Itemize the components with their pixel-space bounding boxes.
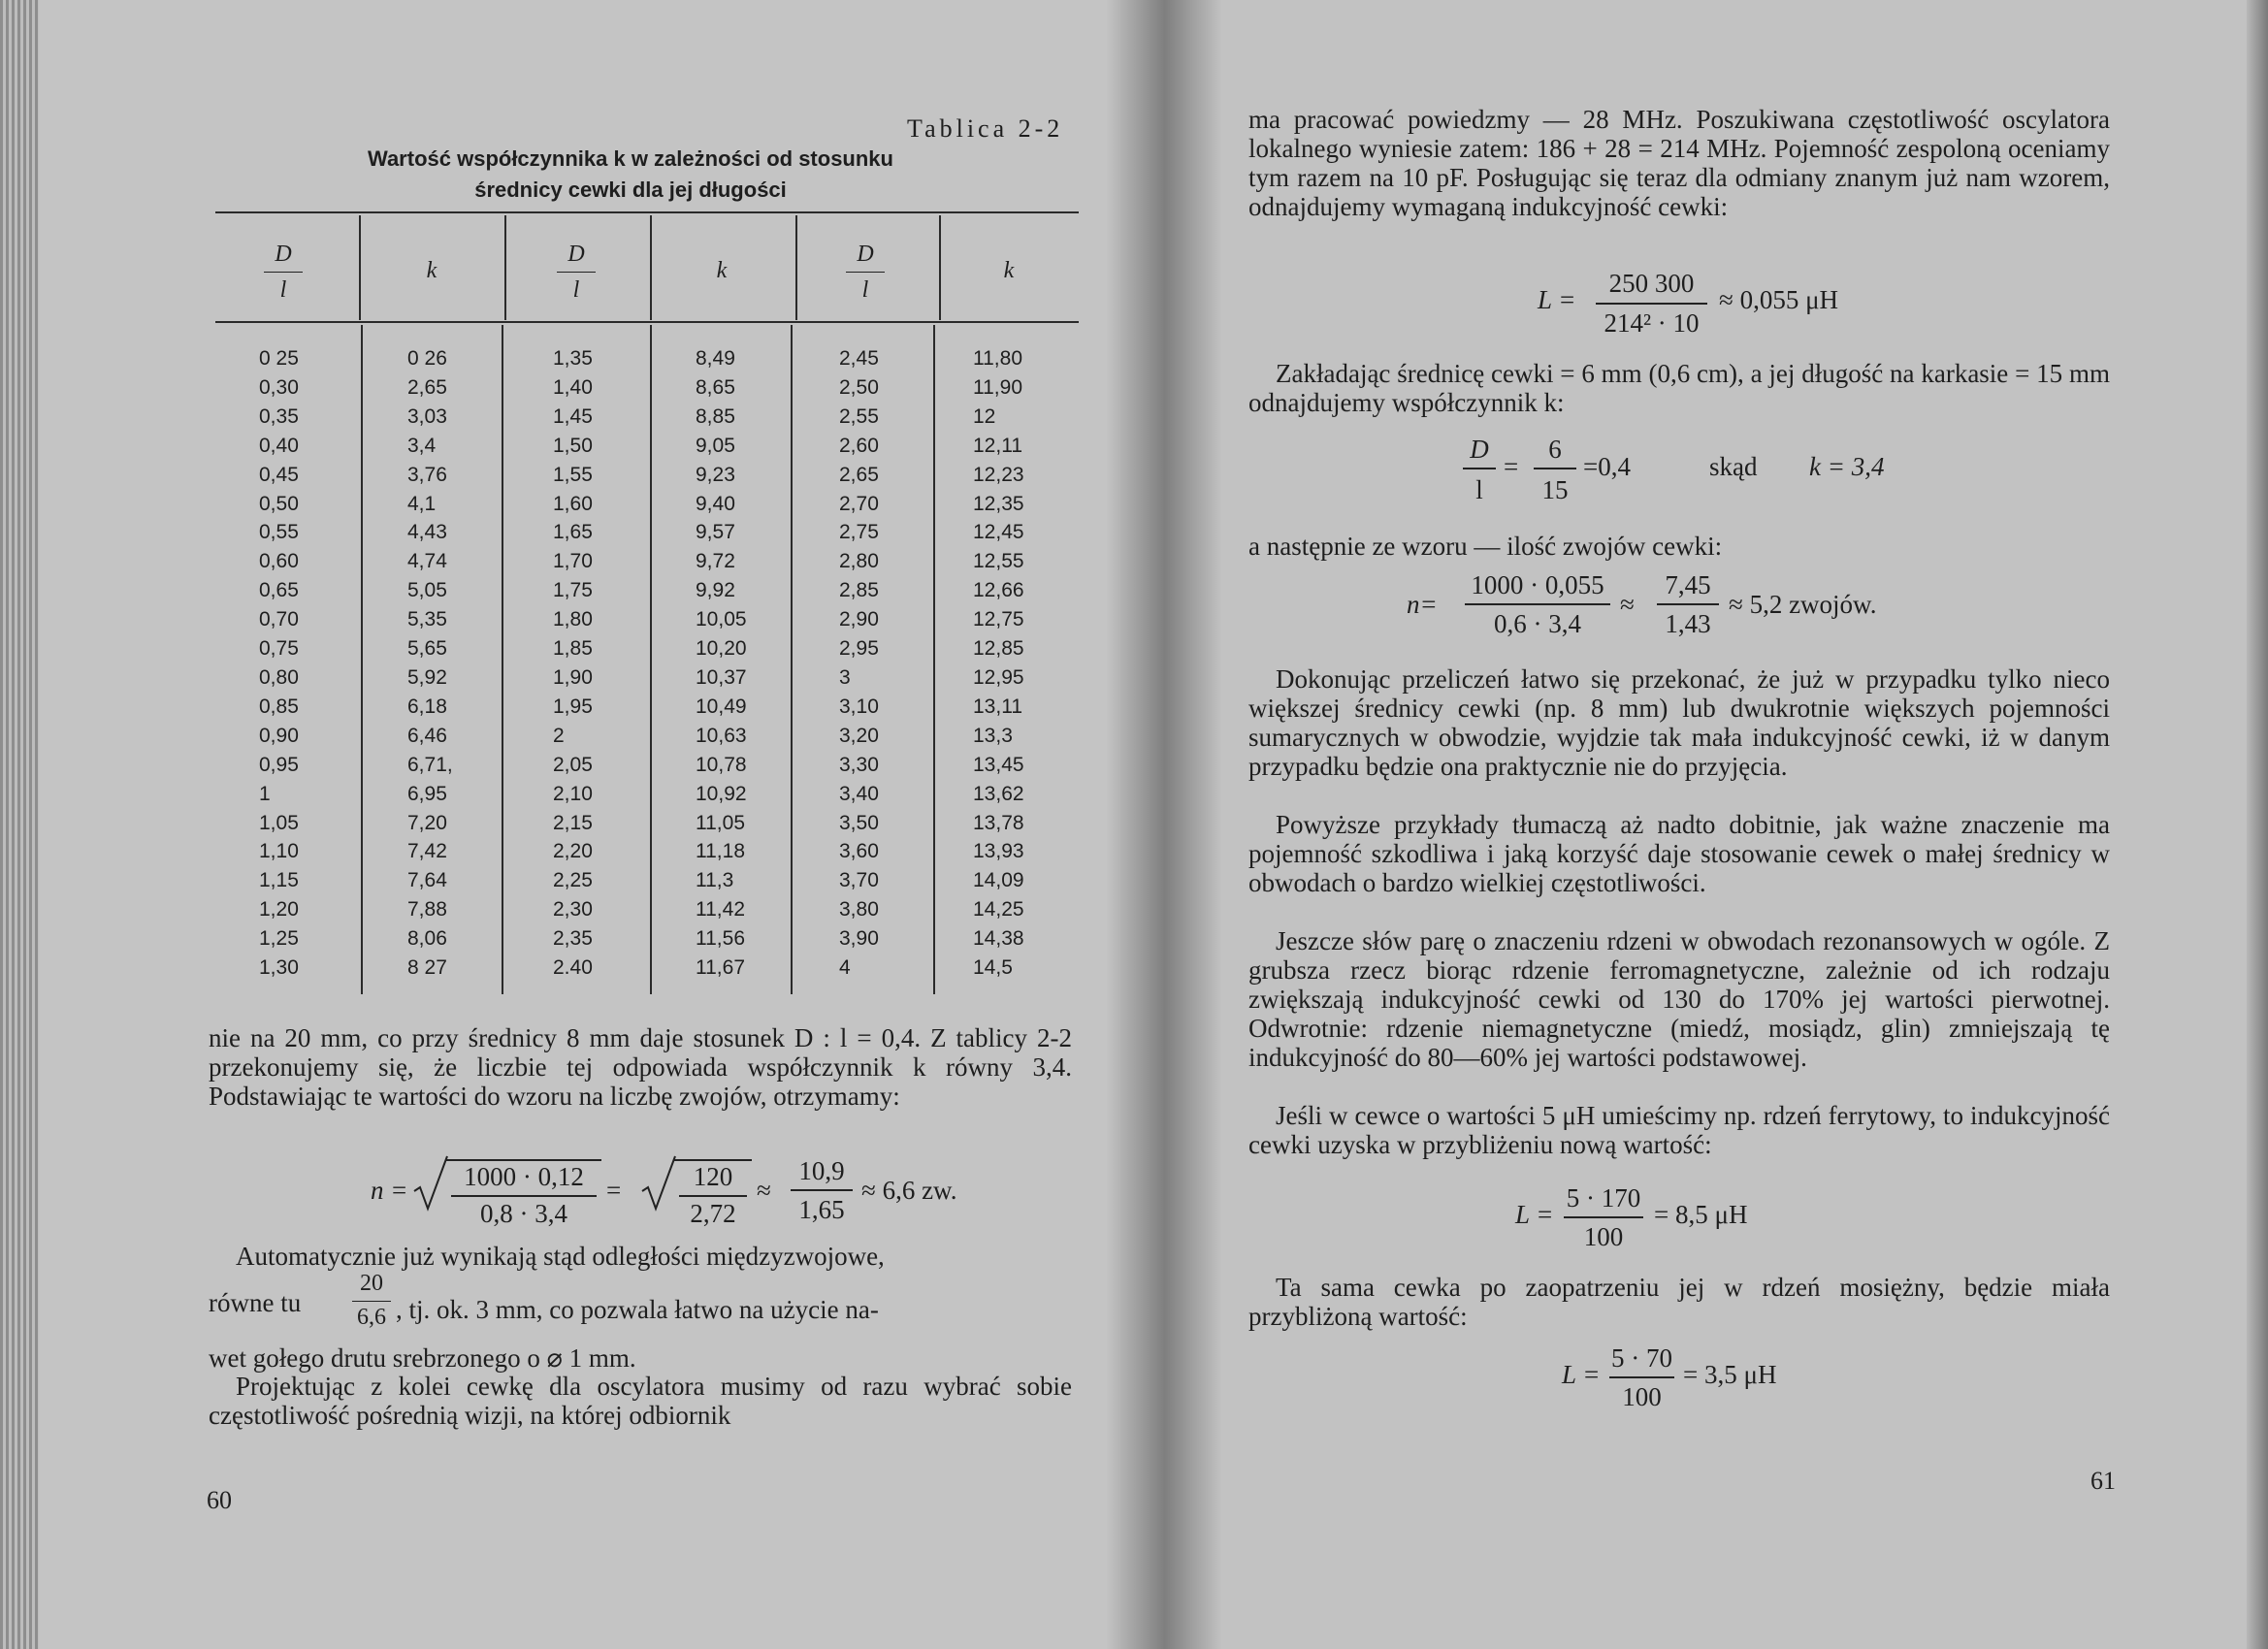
eq-result: ≈ 5,2 zwojów.: [1729, 590, 1877, 619]
eq-result: ≈ 0,055 μH: [1719, 285, 1839, 314]
table-cell: 11,67: [696, 956, 745, 980]
table-cell: 2,80: [839, 550, 879, 573]
table-cell: 0 25: [259, 347, 299, 370]
table-cell: 12,45: [973, 521, 1024, 544]
table-cell: 2,35: [553, 927, 593, 951]
table-cell: 7,42: [407, 840, 447, 863]
table-cell: 2,95: [839, 637, 879, 661]
inline-fraction-den: 6,6: [357, 1305, 386, 1330]
table-cell: 2,30: [553, 898, 593, 922]
eq-equals: =: [606, 1176, 622, 1205]
eq-equals: =: [1504, 452, 1519, 481]
table-cell: 2,55: [839, 404, 879, 428]
table-cell: 2,75: [839, 521, 879, 544]
table-cell: 2,20: [553, 840, 593, 863]
paragraph: ma pracować powiedzmy — 28 MHz. Poszukiwana częstotliwość oscylatora lokalnego wyniesie zatem: 186 + 28 = 214 MHz. Pojemność zespoloną oceniamy tym razem na 10 pF. Posługując się teraz dla odmiany znanym już nam wzorem, odnajdujemy wymaganą indukcyjność cewki:: [1248, 105, 2110, 221]
fraction-bar: [352, 1301, 391, 1302]
table-cell: 14,38: [973, 927, 1024, 951]
table-column-k-3: [973, 344, 1024, 983]
table-cell: 1,60: [553, 492, 593, 515]
eq-denominator: 0,6 · 3,4: [1494, 609, 1581, 638]
table-cell: 2,10: [553, 782, 593, 805]
table-cell: 13,45: [973, 753, 1024, 776]
table-cell: 14,25: [973, 898, 1024, 922]
table-cell: 7,88: [407, 898, 447, 922]
table-cell: 3,10: [839, 695, 879, 718]
table-cell: 0,95: [259, 753, 299, 776]
table-cell: 3,76: [407, 463, 447, 486]
ratio-numerator: D: [567, 242, 585, 267]
table-cell: 0,50: [259, 492, 299, 515]
table-cell: 12,75: [973, 608, 1024, 631]
table-cell: 1,45: [553, 404, 593, 428]
table-cell: 8,65: [696, 375, 735, 399]
table-cell: 5,05: [407, 579, 447, 602]
table-cell: 3,80: [839, 898, 879, 922]
eq-denominator: 1,43: [1665, 609, 1711, 638]
eq-numerator: D: [1470, 435, 1489, 464]
table-cell: 3,30: [839, 753, 879, 776]
eq-denominator: l: [1475, 475, 1483, 504]
table-cell: 6,46: [407, 724, 447, 747]
table-cell: 9,72: [696, 550, 735, 573]
table-cell: 5,92: [407, 665, 447, 689]
table-cell: 13,62: [973, 782, 1024, 805]
table-cell: 13,93: [973, 840, 1024, 863]
header-d-over-l: [557, 241, 596, 304]
right-page: [1164, 0, 2268, 1649]
table-cell: 5,35: [407, 608, 447, 631]
table-cell: 2,90: [839, 608, 879, 631]
page-number: 60: [207, 1486, 232, 1514]
eq-result: = 3,5 μH: [1683, 1360, 1777, 1389]
header-k: k: [426, 258, 437, 283]
paragraph: Powyższe przykłady tłumaczą aż nadto dobitnie, jak ważne znaczenie ma pojemność szkodliwa i jaką korzyść daje stosowanie cewek o małej średnicy w obwodach o bardzo wielkiej częstotliwości.: [1248, 810, 2110, 897]
fraction-bar: [1596, 303, 1707, 305]
table-cell: 11,80: [973, 347, 1022, 370]
eq-numerator: 250 300: [1608, 269, 1695, 298]
table-cell: 3,4: [407, 434, 437, 457]
eq-numerator: 6: [1548, 435, 1562, 464]
table-cell: 0,55: [259, 521, 299, 544]
table-cell: 1,05: [259, 811, 299, 834]
column-divider: [502, 325, 503, 994]
table-cell: 1,30: [259, 956, 299, 980]
column-divider: [791, 325, 793, 994]
ratio-denominator: l: [279, 277, 287, 303]
ratio-denominator: l: [861, 277, 869, 303]
eq-denominator: 100: [1622, 1382, 1662, 1411]
eq-denominator: 15: [1541, 475, 1569, 504]
radical-bar: [674, 1159, 752, 1161]
table-cell: 10,92: [696, 782, 747, 805]
table-cell: 2,45: [839, 347, 879, 370]
table-cell: 6,18: [407, 695, 447, 718]
table-cell: 6,71,: [407, 753, 453, 776]
eq-denominator: 214² · 10: [1604, 308, 1700, 338]
table-cell: 0,45: [259, 463, 299, 486]
eq-lhs: L =: [1515, 1200, 1554, 1229]
header-divider: [504, 215, 506, 320]
table-cell: 13,78: [973, 811, 1024, 834]
header-divider: [795, 215, 797, 320]
table-cell: 9,05: [696, 434, 735, 457]
table-column-ratio-1: [259, 344, 299, 983]
column-divider: [361, 325, 363, 994]
eq-numerator: 1000 · 0,055: [1471, 570, 1604, 599]
table-cell: 3,40: [839, 782, 879, 805]
fraction-bar: [1463, 468, 1496, 469]
paragraph: nie na 20 mm, co przy średnicy 8 mm daje stosunek D : l = 0,4. Z tablicy 2-2 przekonujemy się, że liczbie tej odpowiada współczynnik k równy 3,4. Podstawiając te wartości do wzoru na liczbę zwojów, otrzymamy:: [209, 1023, 1072, 1111]
fraction-bar: [1465, 603, 1610, 605]
table-cell: 0,60: [259, 550, 299, 573]
table-cell: 11,3: [696, 869, 734, 892]
table-cell: 2,15: [553, 811, 593, 834]
table-column-ratio-3: [839, 344, 879, 983]
table-cell: 1,15: [259, 869, 299, 892]
table-cell: 10,20: [696, 637, 747, 661]
table-header-rule: [215, 321, 1079, 323]
paragraph: wet gołego drutu srebrzonego o ⌀ 1 mm.: [209, 1343, 636, 1373]
table-cell: 3,20: [839, 724, 879, 747]
table-cell: 2,25: [553, 869, 593, 892]
sqrt-sign: [412, 1154, 451, 1212]
table-cell: 3,60: [839, 840, 879, 863]
header-divider: [359, 215, 361, 320]
header-d-over-l: [846, 241, 885, 304]
table-cell: 2,60: [839, 434, 879, 457]
fraction-bar: [679, 1195, 747, 1197]
table-cell: 0 26: [407, 347, 447, 370]
table-cell: 3,90: [839, 927, 879, 951]
table-cell: 8,49: [696, 347, 735, 370]
eq-lhs: n=: [1407, 590, 1438, 619]
table-cell: 2,50: [839, 375, 879, 399]
eq-numerator: 1000 · 0,12: [464, 1162, 584, 1191]
table-cell: 0,35: [259, 404, 299, 428]
paragraph: Ta sama cewka po zaopatrzeniu jej w rdzeń mosiężny, będzie miała przybliżoną wartość:: [1248, 1273, 2110, 1331]
table-cell: 9,40: [696, 492, 735, 515]
table-cell: 0,30: [259, 375, 299, 399]
table-cell: 3,03: [407, 404, 447, 428]
eq-numerator: 5 · 170: [1566, 1183, 1641, 1212]
paragraph-prefix: równe tu: [209, 1288, 302, 1317]
table-cell: 1,85: [553, 637, 593, 661]
eq-approx: ≈: [1620, 590, 1635, 619]
table-cell: 12,11: [973, 434, 1022, 457]
table-cell: 13,3: [973, 724, 1013, 747]
inline-fraction-num: 20: [360, 1271, 383, 1296]
table-cell: 2,05: [553, 753, 593, 776]
table-cell: 13,11: [973, 695, 1022, 718]
table-cell: 7,20: [407, 811, 447, 834]
table-cell: 8 27: [407, 956, 447, 980]
table-cell: 7,64: [407, 869, 447, 892]
table-top-rule: [215, 211, 1079, 213]
table-cell: 1,90: [553, 665, 593, 689]
table-cell: 1,40: [553, 375, 593, 399]
table-cell: 11,05: [696, 811, 745, 834]
table-cell: 11,90: [973, 375, 1022, 399]
eq-numerator: 7,45: [1665, 570, 1711, 599]
eq-numerator: 10,9: [798, 1156, 845, 1185]
header-divider: [650, 215, 652, 320]
page-edges: [2247, 0, 2268, 1649]
eq-result: ≈ 6,6 zw.: [861, 1176, 957, 1205]
table-cell: 2,70: [839, 492, 879, 515]
ratio-numerator: D: [275, 242, 292, 267]
paragraph: Automatycznie już wynikają stąd odległości międzyzwojowe,: [236, 1242, 885, 1271]
table-cell: 2,65: [839, 463, 879, 486]
table-cell: 11,56: [696, 927, 745, 951]
paragraph: Zakładając średnicę cewki = 6 mm (0,6 cm), a jej długość na karkasie = 15 mm odnajdujemy współczynnik k:: [1248, 359, 2110, 417]
table-cell: 12,85: [973, 637, 1024, 661]
table-cell: 1,80: [553, 608, 593, 631]
table-cell: 1: [259, 782, 271, 805]
eq-numerator: 120: [693, 1162, 733, 1191]
eq-denominator: 100: [1583, 1222, 1624, 1251]
eq-lhs: L =: [1538, 285, 1576, 314]
header-k: k: [716, 258, 728, 283]
table-cell: 4,74: [407, 550, 447, 573]
paragraph: Projektując z kolei cewkę dla oscylatora musimy od razu wybrać sobie częstotliwość pośrednią wizji, na której odbiornik: [209, 1372, 1072, 1430]
table-cell: 1,95: [553, 695, 593, 718]
eq-lhs: n =: [371, 1176, 408, 1205]
page-number: 61: [2090, 1467, 2116, 1495]
table-cell: 0,80: [259, 665, 299, 689]
table-cell: 0,65: [259, 579, 299, 602]
table-column-k-2: [696, 344, 747, 983]
table-cell: 5,65: [407, 637, 447, 661]
spine-shadow: [1106, 0, 1164, 1649]
table-cell: 1,20: [259, 898, 299, 922]
table-caption: Tablica 2-2: [907, 114, 1064, 143]
fraction-bar: [1564, 1216, 1643, 1218]
table-cell: 11,18: [696, 840, 745, 863]
column-divider: [650, 325, 652, 994]
eq-lhs: L =: [1562, 1360, 1601, 1389]
table-cell: 8,85: [696, 404, 735, 428]
eq-result: =0,4: [1583, 452, 1631, 481]
table-cell: 1,10: [259, 840, 299, 863]
table-cell: 0,40: [259, 434, 299, 457]
table-cell: 2.40: [553, 956, 593, 980]
table-title-line2: średnicy cewki dla jej długości: [474, 178, 787, 202]
table-cell: 14,5: [973, 956, 1013, 980]
table-cell: 12,35: [973, 492, 1024, 515]
paragraph: Dokonując przeliczeń łatwo się przekonać, że już w przypadku tylko nieco większej średnicy cewki (np. 8 mm) lub dwukrotnie większych pojemności sumarycznych w obwodzie, wyjdzie tak mała indukcyjność cewki, iż w danym przypadku będzie ona praktycznie nie do przyjęcia.: [1248, 664, 2110, 781]
eq-denominator: 1,65: [798, 1195, 845, 1224]
radical-bar: [446, 1159, 601, 1161]
eq-approx: ≈: [757, 1176, 771, 1205]
fraction-bar: [1609, 1376, 1674, 1378]
table-cell: 3,50: [839, 811, 879, 834]
table-cell: 2,65: [407, 375, 447, 399]
table-cell: 1,50: [553, 434, 593, 457]
table-cell: 8,06: [407, 927, 447, 951]
table-title-line1: Wartość współczynnika k w zależności od stosunku: [368, 146, 893, 171]
table-cell: 0,90: [259, 724, 299, 747]
paragraph-suffix: , tj. ok. 3 mm, co pozwala łatwo na użycie na-: [396, 1295, 879, 1324]
eq-result: = 8,5 μH: [1654, 1200, 1748, 1229]
table-cell: 9,92: [696, 579, 735, 602]
sqrt-sign: [640, 1154, 679, 1212]
table-cell: 4,1: [407, 492, 437, 515]
table-cell: 9,57: [696, 521, 735, 544]
fraction-bar: [451, 1195, 597, 1197]
table-cell: 1,70: [553, 550, 593, 573]
table-cell: 10,05: [696, 608, 747, 631]
table-cell: 12,23: [973, 463, 1024, 486]
table-cell: 10,78: [696, 753, 747, 776]
table-cell: 1,35: [553, 347, 593, 370]
table-cell: 10,63: [696, 724, 747, 747]
table-cell: 3: [839, 665, 851, 689]
table-cell: 14,09: [973, 869, 1024, 892]
column-divider: [933, 325, 935, 994]
paragraph: Jeszcze słów parę o znaczeniu rdzeni w obwodach rezonansowych w ogóle. Z grubsza rzecz biorąc rdzenie ferromagnetyczne, zależnie od ich rodzaju zwiększają indukcyjność cewki od 130 do 170% jej wartości pierwotnej. Odwrotnie: rdzenie niemagnetyczne (miedź, mosiądz, glin) zmniejszają tę indukcyjność do 80—60% jej wartości podstawowej.: [1248, 926, 2110, 1072]
table-cell: 12,66: [973, 579, 1024, 602]
spine-shadow: [1164, 0, 1222, 1649]
header-d-over-l: [264, 241, 303, 304]
table-cell: 12,55: [973, 550, 1024, 573]
page-edges: [0, 0, 39, 1649]
table-cell: 6,95: [407, 782, 447, 805]
table-cell: 1,55: [553, 463, 593, 486]
table-cell: 1,75: [553, 579, 593, 602]
table-cell: 10,49: [696, 695, 747, 718]
table-column-k-1: [407, 344, 453, 983]
header-k: k: [1003, 258, 1015, 283]
table-cell: 12: [973, 404, 996, 428]
table-cell: 4: [839, 956, 851, 980]
table-cell: 3,70: [839, 869, 879, 892]
eq-denominator: 2,72: [690, 1199, 736, 1228]
ratio-denominator: l: [572, 277, 580, 303]
eq-text: skąd: [1709, 452, 1758, 481]
table-column-ratio-2: [553, 344, 593, 983]
table-cell: 12,95: [973, 665, 1024, 689]
paragraph: Jeśli w cewce o wartości 5 μH umieścimy np. rdzeń ferrytowy, to indukcyjność cewki uzyska w przybliżeniu nową wartość:: [1248, 1101, 2110, 1159]
fraction-bar: [791, 1189, 853, 1191]
table-cell: 9,23: [696, 463, 735, 486]
table-cell: 0,75: [259, 637, 299, 661]
table-cell: 2: [553, 724, 565, 747]
eq-denominator: 0,8 · 3,4: [480, 1199, 567, 1228]
table-cell: 0,70: [259, 608, 299, 631]
table-cell: 2,85: [839, 579, 879, 602]
table-cell: 1,65: [553, 521, 593, 544]
table-cell: 4,43: [407, 521, 447, 544]
table-cell: 1,25: [259, 927, 299, 951]
ratio-numerator: D: [857, 242, 874, 267]
fraction-bar: [1657, 603, 1719, 605]
table-title: [243, 144, 1019, 206]
paragraph: a następnie ze wzoru — ilość zwojów cewki:: [1248, 532, 1723, 561]
eq-result: k = 3,4: [1809, 452, 1885, 481]
fraction-bar: [1534, 468, 1576, 469]
table-cell: 11,42: [696, 898, 745, 922]
eq-numerator: 5 · 70: [1611, 1343, 1672, 1373]
table-cell: 0,85: [259, 695, 299, 718]
table-cell: 10,37: [696, 665, 747, 689]
header-divider: [939, 215, 941, 320]
